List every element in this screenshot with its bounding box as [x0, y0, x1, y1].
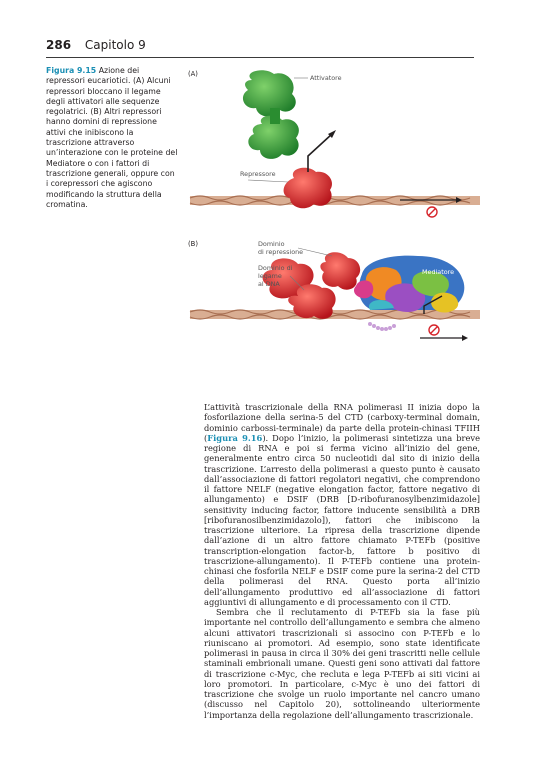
- activator-label: Attivatore: [310, 74, 342, 82]
- page-number: 286: [46, 38, 72, 52]
- dna-helix-b: [190, 310, 480, 319]
- figure-label: Figura 9.15: [46, 66, 97, 75]
- figure-9-16-link[interactable]: Figura 9.16: [207, 432, 263, 443]
- paragraph-1-end: ). Dopo l’inizio, la polimerasi sintetizza una breve regione di RNA e poi si ferma vicino all’inizio del gene, generalmente entro circa 50 nucleotidi dal sito di inizio della trascrizione. L’arresto della polimerasi a questo punto è causato dall’associazione di fattori regolatori negativi, che comprendono il fattore NELF (negative elongation factor, fattore negativo di allungamento) e DSIF (DRB [D-ribofuranosylbenzimidazole] sensitivity inducing factor, fattore inducente sensibilità a DRB [ribofuranosilbenzimidazolo]), fattori che inibiscono la trascrizione ulteriore. La ripresa della trascrizione dipende dall’azione di un altro fattore chiamato P-TEFb (positive transcription-elongation factor-b, fattore b positivo di trascrizione-allungamento). Il P-TEFb contiene una protein-chinasi che fosforila NELF e DSIF come pure la serina-2 del CTD della polimerasi del RNA. Questo porta all’inizio dell’allungamento produttivo ed all’associazione di fattori aggiuntivi di allungamento e di processamento con il CTD.: [204, 432, 480, 607]
- activator-protein: [243, 70, 299, 159]
- repressor-label: Repressore: [240, 170, 276, 178]
- transcription-arrow-a: [308, 130, 462, 203]
- dna-binding-label-1: Dominio di: [258, 264, 293, 272]
- repression-domain-leader: [298, 248, 332, 256]
- no-transcription-icon-b: [429, 325, 439, 335]
- page-header: [46, 38, 476, 58]
- paragraph-2: Sembra che il reclutamento di P-TEFb sia la fase più importante nel controllo dell’allungamento e sembra che almeno alcuni attivatori trascrizionali si associno con P-TEFb e lo riuniscano ai promotori. Ad esempio, sono state identificate polimerasi in pausa in circa il 30% dei geni trascritti nelle cellule staminali embrionali umane. Questi geni sono attivati dal fattore di trascrizione c-Myc, che recluta e lega P-TEFb ai siti vicini ai loro promotori. In particolare, c-Myc è uno dei fattori di trascrizione che svolge un ruolo importante nel cancro umano (discusso nel Capitolo 20), sottolineando ulteriormente l’importanza della regolazione dell’allungamento trascrizionale.: [204, 607, 480, 720]
- ctd-tail: [368, 322, 396, 331]
- mediator-label: Mediatore: [422, 268, 455, 276]
- repression-domain-label-2: di repressione: [258, 248, 304, 256]
- mediator-complex: [354, 256, 464, 313]
- chapter-title: Capitolo 9: [84, 38, 146, 52]
- paragraph-1-start: L’attività trascrizionale della RNA polimerasi II inizia dopo la fosforilazione della serina-5 del CTD (carboxy-terminal domain, dominio carbossi-terminale) da parte della protein-chinasi TFIIH (: [204, 402, 480, 443]
- paragraph-1: [204, 402, 480, 607]
- repressor-leader: [248, 180, 288, 182]
- dna-binding-label-3: al DNA: [258, 280, 280, 288]
- header-rule: [46, 57, 474, 58]
- figure-title: Azione dei repressori eucariotici.: [46, 66, 140, 86]
- repressor-figure: [186, 64, 482, 364]
- figure-caption: [46, 66, 178, 210]
- repressor-diagram: [186, 64, 482, 364]
- dna-binding-label-2: legame: [258, 272, 282, 280]
- panel-a-label: (A): [188, 70, 198, 78]
- body-text: [204, 402, 480, 720]
- repression-domain-label-1: Dominio: [258, 240, 285, 248]
- no-transcription-icon-a: [427, 207, 437, 217]
- panel-b-label: (B): [188, 240, 198, 248]
- figure-caption-text: (A) Alcuni repressori bloccano il legame degli attivatori alle sequenze regolatrici. (B) Altri repressori hanno domini di repressione attivi che inibiscono la trascrizione attraverso un’interazione con le proteine del Mediatore o con i fattori di trascrizione generali, oppure con i corepressori che agiscono modificando la struttura della cromatina.: [46, 76, 178, 209]
